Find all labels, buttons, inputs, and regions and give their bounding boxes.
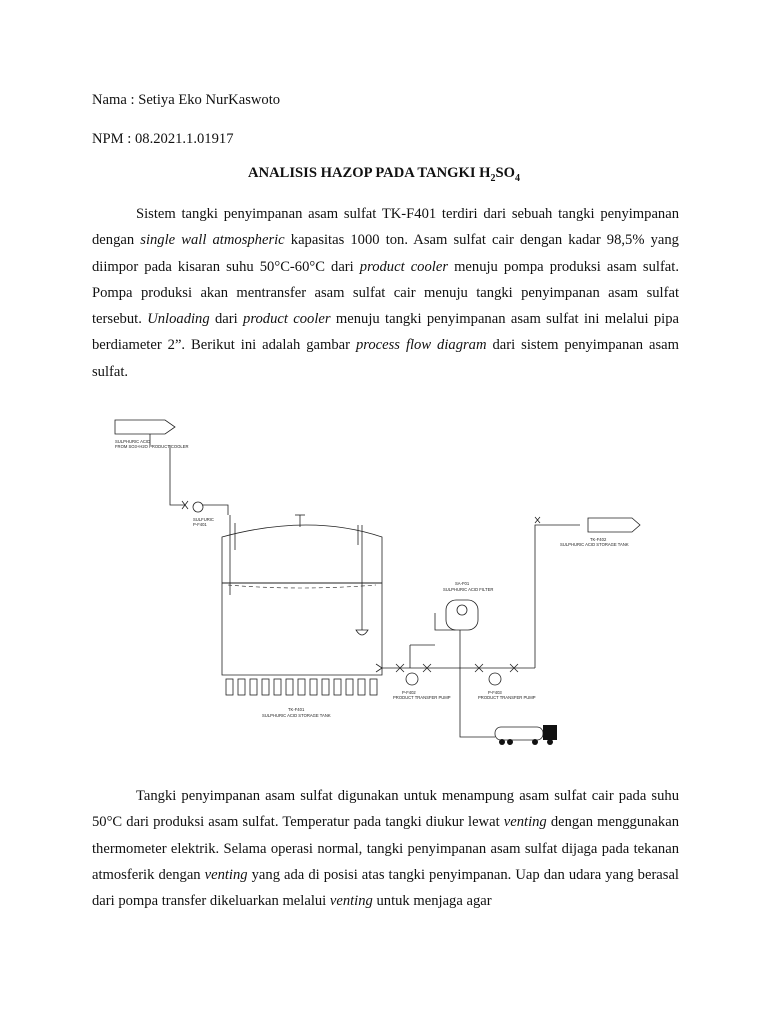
pump3-shape bbox=[489, 673, 501, 685]
pump3-label: PRODUCT TRANSFER PUMP bbox=[478, 695, 536, 700]
pump1-tag: P-F401 bbox=[193, 522, 207, 527]
pump2-label: PRODUCT TRANSFER PUMP bbox=[393, 695, 451, 700]
pump2-tag: P-F402 bbox=[402, 690, 416, 695]
body-paragraph-2: Tangki penyimpanan asam sulfat digunakan untuk menampung asam sulfat cair pada suhu 50°C dari produksi asam sulfat. Temperatur pada tangki diukur lewat venting dengan menggunakan thermometer elektrik. Selama operasi normal, tangki penyimpanan asam sulfat dijaga pada tekanan atmosferik dengan venting yang ada di posisi atas tangki penyimpanan. Uap dan udara yang berasal dari pompa transfer dikeluarkan melalui venting untuk menjaga agar bbox=[92, 788, 679, 910]
pump2-shape bbox=[406, 673, 418, 685]
storage-tank bbox=[222, 525, 382, 675]
intro-paragraph: Sistem tangki penyimpanan asam sulfat TK-F401 terdiri dari sebuah tangki penyimpanan dengan single wall atmospheric kapasitas 1000 ton. Asam sulfat cair dengan kadar 98,5% yang diimpor pada kisaran suhu 50°C-60°C dari product cooler menuju pompa produksi asam sulfat. Pompa produksi akan mentransfer asam sulfat cair menuju tangki penyimpanan asam sulfat tersebut. Unloading dari product cooler menuju tangki penyimpanan asam sulfat ini melalui pipa berdiameter 2”. Berikut ini adalah gambar process flow diagram dari sistem penyimpanan asam sulfat. bbox=[92, 206, 679, 380]
tanker-truck bbox=[495, 725, 557, 745]
student-npm: NPM : 08.2021.1.01917 bbox=[92, 131, 234, 147]
filter-tag: SA-F01 bbox=[455, 581, 470, 586]
document-title: ANALISIS HAZOP PADA TANGKI $H_2SO_4$ bbox=[248, 165, 520, 184]
tank-label: SULPHURIC ACID STORAGE TANK bbox=[262, 713, 331, 718]
dest-label: SULPHURIC ACID STORAGE TANK bbox=[560, 542, 629, 547]
pfd-svg bbox=[110, 405, 629, 745]
feed-line bbox=[170, 445, 185, 505]
dest-tag: TK-F402 bbox=[590, 537, 607, 542]
source-label-2: FROM SO3+H2O PRODUCT COOLER bbox=[115, 444, 189, 449]
process-flow-diagram bbox=[110, 405, 629, 745]
source-label-1: SULPHURIC ACID bbox=[115, 439, 151, 444]
pump3-tag: P-F403 bbox=[488, 690, 502, 695]
filter-label: SULPHURIC ACID FILTER bbox=[443, 587, 494, 592]
pump1-shape bbox=[193, 502, 203, 512]
tank-tag: TK-F401 bbox=[288, 707, 305, 712]
pump1-label: SULFURIC bbox=[193, 517, 214, 522]
student-name: Nama : Setiya Eko NurKaswoto bbox=[92, 92, 281, 108]
source-arrow bbox=[115, 420, 175, 434]
